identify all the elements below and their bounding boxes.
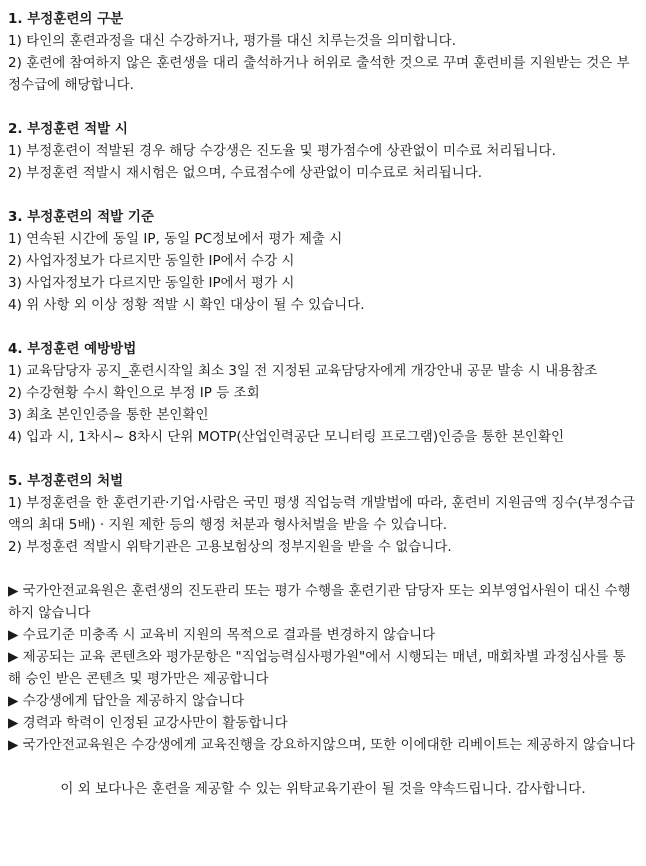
section-heading: 2. 부정훈련 적발 시 bbox=[8, 121, 128, 137]
notice-item: ▶ 수료기준 미충족 시 교육비 지원의 목적으로 결과를 변경하지 않습니다 bbox=[8, 627, 436, 643]
section-heading: 5. 부정훈련의 처벌 bbox=[8, 473, 124, 489]
section-line: 4) 위 사항 외 이상 정황 적발 시 확인 대상이 될 수 있습니다. bbox=[8, 297, 365, 313]
section-heading: 1. 부정훈련의 구분 bbox=[8, 11, 124, 27]
section-line: 3) 사업자정보가 다르지만 동일한 IP에서 평가 시 bbox=[8, 275, 295, 291]
section-line: 4) 입과 시, 1차시~ 8차시 단위 MOTP(산업인력공단 모니터링 프로그램)인증을 통한 본인확인 bbox=[8, 429, 565, 445]
section-heading: 3. 부정훈련의 적발 기준 bbox=[8, 209, 154, 225]
notice-item: ▶ 수강생에게 답안을 제공하지 않습니다 bbox=[8, 693, 245, 709]
section-heading: 4. 부정훈련 예방방법 bbox=[8, 341, 137, 357]
notice-list bbox=[8, 580, 638, 756]
section-detection bbox=[8, 118, 638, 184]
section-line: 1) 부정훈련이 적발된 경우 해당 수강생은 진도율 및 평가점수에 상관없이 미수료 처리됩니다. bbox=[8, 143, 556, 159]
section-line: 1) 교육담당자 공지_훈련시작일 최소 3일 전 지정된 교육담당자에게 개강안내 공문 발송 시 내용참조 bbox=[8, 363, 598, 379]
section-line: 2) 훈련에 참여하지 않은 훈련생을 대리 출석하거나 허위로 출석한 것으로 꾸며 훈련비를 지원받는 것은 부정수급에 해당합니다. bbox=[8, 55, 630, 93]
section-line: 2) 사업자정보가 다르지만 동일한 IP에서 수강 시 bbox=[8, 253, 295, 269]
notice-item: ▶ 국가안전교육원은 훈련생의 진도관리 또는 평가 수행을 훈련기관 담당자 또는 외부영업사원이 대신 수행하지 않습니다 bbox=[8, 583, 631, 621]
section-line: 3) 최초 본인인증을 통한 본인확인 bbox=[8, 407, 209, 423]
section-penalty bbox=[8, 470, 638, 558]
section-line: 1) 연속된 시간에 동일 IP, 동일 PC정보에서 평가 제출 시 bbox=[8, 231, 343, 247]
section-line: 2) 부정훈련 적발시 재시험은 없으며, 수료점수에 상관없이 미수료로 처리됩니다. bbox=[8, 165, 483, 181]
section-classification bbox=[8, 8, 638, 96]
section-line: 1) 타인의 훈련과정을 대신 수강하거나, 평가를 대신 치루는것을 의미합니다. bbox=[8, 33, 456, 49]
notice-item: ▶ 제공되는 교육 콘텐츠와 평가문항은 "직업능력심사평가원"에서 시행되는 매년, 매회차별 과정심사를 통해 승인 받은 콘텐츠 및 평가만은 제공합니다 bbox=[8, 649, 626, 687]
section-line: 1) 부정훈련을 한 훈련기관·기업·사람은 국민 평생 직업능력 개발법에 따라, 훈련비 지원금액 징수(부정수급액의 최대 5배) · 지원 제한 등의 행정 처분과 형사처벌을 받을 수 있습니다. bbox=[8, 495, 635, 533]
section-criteria bbox=[8, 206, 638, 316]
notice-item: ▶ 국가안전교육원은 수강생에게 교육진행을 강요하지않으며, 또한 이에대한 리베이트는 제공하지 않습니다 bbox=[8, 737, 636, 753]
notice-item: ▶ 경력과 학력이 인정된 교강사만이 활동합니다 bbox=[8, 715, 288, 731]
section-line: 2) 수강현황 수시 확인으로 부정 IP 등 조회 bbox=[8, 385, 260, 401]
section-prevention bbox=[8, 338, 638, 448]
closing-message: 이 외 보다나은 훈련을 제공할 수 있는 위탁교육기관이 될 것을 약속드립니다. 감사합니다. bbox=[60, 781, 586, 797]
section-line: 2) 부정훈련 적발시 위탁기관은 고용보험상의 정부지원을 받을 수 없습니다. bbox=[8, 539, 452, 555]
